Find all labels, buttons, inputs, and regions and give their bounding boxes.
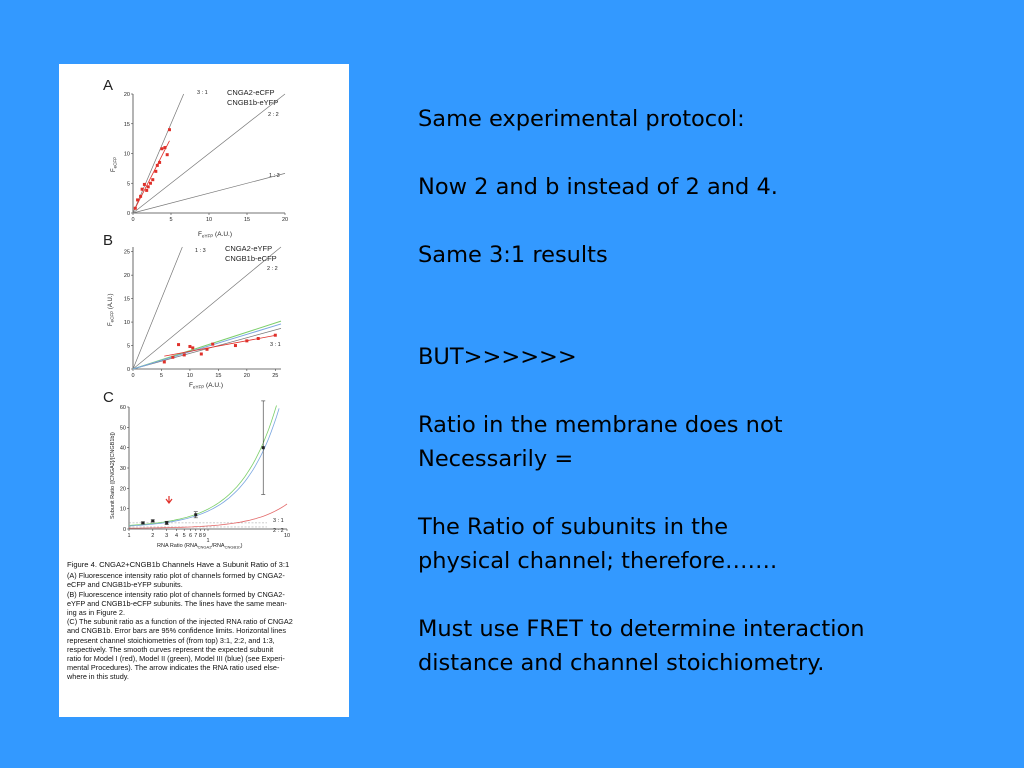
reference-line-label: 1 : 3 bbox=[195, 248, 206, 254]
reference-line-label: 1 : 3 bbox=[269, 173, 280, 179]
data-point bbox=[168, 128, 171, 131]
y-tick-label: 0 bbox=[122, 527, 126, 533]
caption-line: ing as in Figure 2. bbox=[67, 608, 126, 618]
reference-line-label: 3 : 1 bbox=[270, 342, 281, 348]
caption-line: represent channel stoichiometries of (from top) 3:1, 2:2, and 1:3, bbox=[67, 635, 275, 645]
y-tick-label: 5 bbox=[126, 181, 130, 188]
x-tick-label: 15 bbox=[215, 373, 222, 379]
panel-b-legend-2: CNGB1b-eCFP bbox=[225, 254, 277, 263]
x-tick-label: 2 bbox=[151, 533, 155, 539]
y-tick-label: 15 bbox=[123, 121, 130, 128]
caption-title: Figure 4. CNGA2+CNGB1b Channels Have a Subunit Ratio of 3:1 bbox=[67, 560, 290, 569]
slide-text-line: Must use FRET to determine interaction bbox=[418, 616, 865, 642]
x-tick-label: 5 bbox=[169, 217, 173, 223]
caption-line: ratio for Model I (red), Model II (green), Model III (blue) (see Experi- bbox=[67, 654, 285, 664]
panel-a-legend-2: CNGB1b-eYFP bbox=[227, 98, 279, 107]
data-point bbox=[234, 344, 237, 347]
data-point bbox=[147, 185, 150, 188]
reference-line-label: 2 : 2 bbox=[267, 266, 278, 272]
slide-blank-line bbox=[418, 204, 988, 238]
reference-line bbox=[133, 173, 285, 213]
slide-text-line: Same 3:1 results bbox=[418, 242, 608, 268]
panel-a-ylabel: $F_{eCFP}$ bbox=[111, 156, 118, 172]
y-tick-label: 20 bbox=[123, 92, 130, 98]
data-point bbox=[143, 183, 146, 186]
panel-a-legend-1: CNGA2-eCFP bbox=[227, 88, 275, 97]
reference-line-label: 2 : 2 bbox=[268, 112, 279, 118]
x-tick-label: 6 bbox=[188, 533, 193, 539]
data-point bbox=[166, 153, 169, 156]
data-point bbox=[177, 343, 180, 346]
y-tick-label: 15 bbox=[123, 296, 130, 303]
x-tick-label: 1 bbox=[127, 533, 131, 539]
caption-line: and CNGB1b. Error bars are 95% confidence limits. Horizontal lines bbox=[67, 626, 287, 636]
panel-a-ticks bbox=[124, 92, 288, 223]
y-tick-label: 0 bbox=[126, 211, 130, 217]
x-tick-label: 10 bbox=[186, 373, 193, 379]
x-tick-label: 20 bbox=[243, 373, 250, 379]
panel-b-xlabel: $F_{eYFP}$ (A.U.) bbox=[189, 382, 224, 390]
y-tick-label: 5 bbox=[126, 343, 130, 350]
panel-a-label: A bbox=[103, 77, 114, 94]
x-tick-label: 9 bbox=[202, 533, 206, 539]
caption-line: (C) The subunit ratio as a function of the injected RNA ratio of CNGA2 bbox=[67, 617, 293, 627]
slide-text-line: Ratio in the membrane does not bbox=[418, 412, 783, 438]
reference-line-label: 3 : 1 bbox=[197, 90, 208, 96]
stoichiometry-label: 3 : 1 bbox=[273, 517, 284, 524]
model-line-blue bbox=[133, 324, 281, 369]
x-tick-label: 1 bbox=[206, 538, 210, 544]
panel-b-ticks bbox=[124, 250, 278, 379]
slide-text-line: Same experimental protocol: bbox=[418, 106, 745, 132]
slide-blank-line bbox=[418, 136, 988, 170]
y-tick-label: 20 bbox=[119, 486, 126, 493]
y-tick-label: 10 bbox=[123, 151, 130, 158]
fit-line bbox=[164, 335, 275, 356]
panel-c-label: C bbox=[103, 389, 114, 406]
panel-a bbox=[103, 77, 288, 239]
caption-line: eYFP and CNGB1b-eCFP subunits. The lines have the same mean- bbox=[67, 598, 287, 608]
x-tick-label: 20 bbox=[281, 217, 289, 223]
y-tick-label: 60 bbox=[119, 405, 126, 411]
data-point bbox=[188, 345, 191, 348]
panel-b-legend-1: CNGA2-eYFP bbox=[225, 244, 273, 253]
y-tick-label: 10 bbox=[123, 320, 130, 327]
data-point bbox=[141, 188, 144, 191]
panel-c bbox=[103, 389, 290, 550]
x-tick-label: 7 bbox=[194, 533, 198, 539]
y-tick-label: 10 bbox=[119, 506, 126, 513]
data-point bbox=[194, 513, 197, 516]
caption-line: mental Procedures). The arrow indicates the RNA ratio used else- bbox=[67, 663, 280, 673]
caption-line: where in this study. bbox=[67, 672, 129, 682]
y-tick-label: 0 bbox=[126, 367, 130, 373]
x-tick-label: 25 bbox=[272, 373, 279, 379]
figure-plots bbox=[59, 64, 349, 559]
slide-blank-line bbox=[418, 272, 988, 306]
caption-line: respectively. The smooth curves represent the expected subunit bbox=[67, 644, 274, 654]
slide-text-line: distance and channel stoichiometry. bbox=[418, 650, 825, 676]
slide-text-line: The Ratio of subunits in the bbox=[418, 514, 729, 540]
data-point bbox=[171, 356, 174, 359]
panel-c-ticks bbox=[120, 405, 290, 544]
x-tick-label: 5 bbox=[159, 373, 163, 379]
y-tick-label: 50 bbox=[119, 425, 126, 432]
figure-caption bbox=[67, 560, 343, 682]
x-tick-label: 0 bbox=[131, 217, 135, 223]
caption-line: eCFP and CNGB1b-eYFP subunits. bbox=[67, 580, 183, 590]
x-tick-label: 4 bbox=[175, 533, 179, 539]
model-iii-curve bbox=[129, 408, 279, 526]
caption-line: (B) Fluorescence intensity ratio plot of channels formed by CNGA2- bbox=[67, 589, 285, 599]
data-point bbox=[191, 346, 194, 349]
data-point bbox=[145, 189, 148, 192]
panel-c-ylabel: Subunit Ratio ([CNGA2]/[CNGB1b]) bbox=[110, 432, 116, 519]
reference-line bbox=[133, 247, 182, 369]
slide-blank-line bbox=[418, 306, 988, 340]
panel-b-ylabel: $F_{eCFP}$ (A.U.) bbox=[108, 293, 115, 326]
rna-ratio-arrow-icon bbox=[166, 496, 172, 503]
model-ii-curve bbox=[129, 406, 277, 526]
slide-blank-line bbox=[418, 578, 988, 612]
panel-a-xlabel: $F_{eYFP}$ (A.U.) bbox=[198, 231, 233, 239]
slide-text-line: Now 2 and b instead of 2 and 4. bbox=[418, 174, 778, 200]
data-point bbox=[183, 353, 186, 356]
x-tick-label: 0 bbox=[131, 373, 135, 379]
data-point bbox=[165, 521, 168, 524]
panel-b bbox=[103, 232, 281, 390]
x-tick-label: 10 bbox=[283, 533, 291, 539]
slide-text-line: BUT>>>>>> bbox=[418, 344, 577, 370]
x-tick-label: 5 bbox=[182, 533, 186, 539]
panel-c-xlabel: RNA Ratio $(RNA_{CNGA2}/RNA_{CNGB1b})$ bbox=[157, 543, 243, 550]
slide-body-text bbox=[418, 102, 988, 680]
slide-blank-line bbox=[418, 476, 988, 510]
y-tick-label: 30 bbox=[119, 466, 126, 472]
data-point bbox=[149, 182, 152, 185]
panel-b-points bbox=[163, 334, 277, 364]
x-tick-label: 8 bbox=[198, 533, 202, 539]
x-tick-label: 3 bbox=[165, 533, 169, 539]
y-tick-label: 25 bbox=[123, 249, 130, 256]
figure-panel bbox=[59, 64, 349, 717]
y-tick-label: 40 bbox=[119, 445, 126, 452]
data-point bbox=[141, 521, 144, 524]
slide-text-line: Necessarily = bbox=[418, 446, 574, 472]
data-point bbox=[211, 343, 214, 346]
slide-blank-line bbox=[418, 374, 988, 408]
y-tick-label: 20 bbox=[123, 273, 130, 280]
slide-text-line: physical channel; therefore……. bbox=[418, 548, 778, 574]
panel-b-label: B bbox=[103, 232, 114, 249]
data-point bbox=[200, 352, 203, 355]
data-point bbox=[160, 147, 163, 150]
data-point bbox=[163, 360, 166, 363]
data-point bbox=[151, 519, 154, 522]
panel-c-points bbox=[141, 401, 265, 525]
reference-line bbox=[133, 94, 285, 213]
caption-line: (A) Fluorescence intensity ratio plot of channels formed by CNGA2- bbox=[67, 571, 285, 581]
panel-a-ref-lines bbox=[133, 90, 285, 213]
x-tick-label: 15 bbox=[243, 217, 251, 223]
data-point bbox=[151, 178, 154, 181]
stoichiometry-label: 2 : 2 bbox=[273, 527, 284, 534]
data-point bbox=[262, 446, 265, 449]
x-tick-label: 10 bbox=[205, 217, 213, 223]
